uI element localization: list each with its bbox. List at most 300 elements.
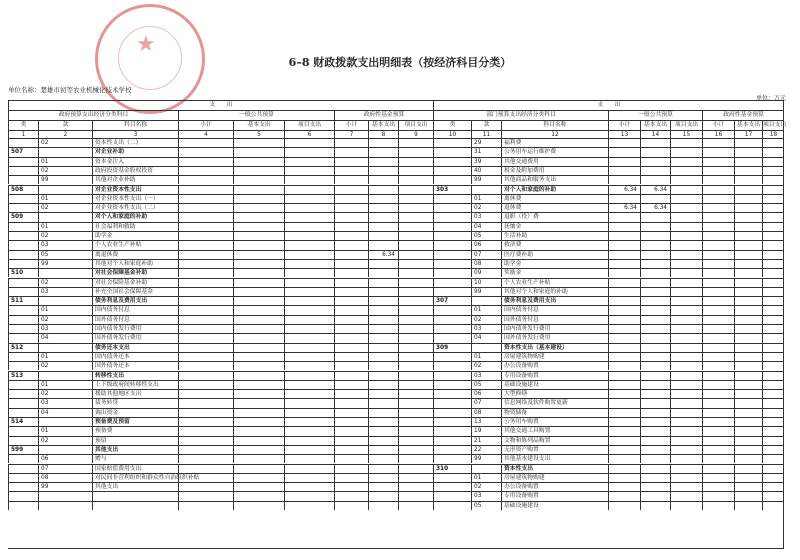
right-cell	[762, 315, 784, 324]
right-cell	[762, 436, 784, 445]
left-cell	[334, 436, 368, 445]
right-cell: 40	[471, 166, 501, 175]
right-cell	[608, 212, 640, 221]
right-cell	[640, 352, 670, 361]
left-cell	[178, 482, 233, 491]
right-cell	[702, 157, 734, 166]
right-cell	[702, 333, 734, 342]
left-cell	[284, 426, 334, 435]
left-cell	[368, 175, 398, 184]
right-cell	[433, 398, 471, 407]
right-cell: 离休费	[501, 194, 608, 203]
left-cell	[368, 491, 398, 500]
right-cell: 个人农业生产补贴	[501, 278, 608, 287]
right-cell	[433, 212, 471, 221]
left-cell	[8, 175, 38, 184]
right-cell: 基础设施建设	[501, 501, 608, 510]
right-cell	[670, 352, 702, 361]
left-cell	[334, 166, 368, 175]
left-cell	[233, 408, 284, 417]
right-cell	[702, 250, 734, 259]
right-cell	[702, 315, 734, 324]
left-cell	[178, 240, 233, 249]
right-cell	[670, 380, 702, 389]
table-row	[8, 287, 784, 296]
right-cell: 国外债务发行费用	[501, 333, 608, 342]
column-number: 10	[433, 130, 471, 138]
right-cell	[670, 166, 702, 175]
table-row	[8, 389, 784, 398]
left-cell	[334, 417, 368, 426]
right-cell	[734, 278, 762, 287]
right-cell	[433, 222, 471, 231]
left-cell: 03	[38, 324, 92, 333]
right-cell	[433, 408, 471, 417]
right-cell: 08	[471, 408, 501, 417]
table-row	[8, 250, 784, 259]
left-cell: 08	[38, 473, 92, 482]
table-row	[8, 501, 784, 510]
right-cell: 其他商品和服务支出	[501, 175, 608, 184]
left-cell	[284, 222, 334, 231]
right-cell: 05	[471, 231, 501, 240]
column-number: 14	[640, 130, 670, 138]
left-subtotal-header: 小计	[334, 120, 368, 130]
column-number: 7	[334, 130, 368, 138]
left-cell: 99	[38, 175, 92, 184]
right-cell: 01	[471, 305, 501, 314]
left-cell	[398, 296, 433, 305]
right-cell	[762, 240, 784, 249]
left-cell	[334, 305, 368, 314]
left-cell	[8, 436, 38, 445]
left-cell	[284, 147, 334, 156]
left-cell	[92, 501, 178, 510]
left-cell	[8, 194, 38, 203]
left-cell	[398, 380, 433, 389]
left-cell: 援助其他地区支出	[92, 389, 178, 398]
right-cell: 05	[471, 501, 501, 510]
left-cell	[233, 426, 284, 435]
left-cell	[368, 361, 398, 370]
right-cell	[433, 473, 471, 482]
right-cell: 04	[471, 333, 501, 342]
left-cell: 512	[8, 343, 38, 352]
right-cell	[471, 343, 501, 352]
right-cell	[608, 324, 640, 333]
left-cell	[368, 315, 398, 324]
table-row	[8, 343, 784, 352]
left-cell	[334, 343, 368, 352]
left-cell	[398, 138, 433, 147]
right-cell: 救济费	[501, 240, 608, 249]
right-cell	[702, 268, 734, 277]
right-cell	[734, 352, 762, 361]
right-cell: 债务利息及费用支出	[501, 296, 608, 305]
right-cell	[640, 305, 670, 314]
left-cell	[284, 501, 334, 510]
right-cell: 物资储备	[501, 408, 608, 417]
left-cell	[178, 157, 233, 166]
right-cell	[433, 315, 471, 324]
right-cell	[734, 426, 762, 435]
right-project-header: 项目支出	[670, 120, 702, 130]
table-row	[8, 166, 784, 175]
left-cell	[368, 138, 398, 147]
left-cell	[368, 482, 398, 491]
right-cell: 对个人和家庭的补助	[501, 185, 608, 194]
right-cell	[762, 371, 784, 380]
left-cell	[233, 473, 284, 482]
left-cell: 02	[38, 389, 92, 398]
left-cell	[233, 352, 284, 361]
left-cell: 国外债务付息	[92, 315, 178, 324]
left-cell	[334, 501, 368, 510]
right-cell	[608, 268, 640, 277]
left-cell: 99	[38, 259, 92, 268]
left-cell	[284, 166, 334, 175]
right-project-header: 项目支出	[763, 122, 787, 128]
right-cell	[670, 398, 702, 407]
header-row-4	[8, 130, 784, 138]
seal-star-icon: ★	[136, 32, 156, 57]
right-cell	[702, 445, 734, 454]
right-cell	[702, 222, 734, 231]
right-cell	[433, 203, 471, 212]
left-cell	[178, 138, 233, 147]
left-cell: 01	[38, 305, 92, 314]
left-cell	[334, 426, 368, 435]
right-cell	[762, 231, 784, 240]
left-cell: 599	[8, 445, 38, 454]
right-cell	[433, 491, 471, 500]
left-cell	[368, 147, 398, 156]
right-cell	[702, 166, 734, 175]
right-cell	[734, 454, 762, 463]
right-cell	[702, 212, 734, 221]
right-cell	[433, 250, 471, 259]
right-cell	[608, 398, 640, 407]
left-cell	[38, 212, 92, 221]
right-cell	[640, 491, 670, 500]
left-cell: 02	[38, 361, 92, 370]
right-cell: 房屋建筑物购建	[501, 352, 608, 361]
left-cell	[38, 185, 92, 194]
left-cell	[398, 464, 433, 473]
right-cell	[608, 408, 640, 417]
left-cell	[8, 426, 38, 435]
right-cell	[608, 166, 640, 175]
left-cell	[368, 222, 398, 231]
left-cell: 社会福利和救助	[92, 222, 178, 231]
left-cell	[368, 352, 398, 361]
table-row	[8, 231, 784, 240]
left-cell	[38, 417, 92, 426]
left-cell	[8, 352, 38, 361]
left-cell	[8, 324, 38, 333]
left-cell	[178, 333, 233, 342]
left-cell	[178, 417, 233, 426]
right-subtotal-header: 小计	[608, 120, 640, 130]
right-cell	[433, 361, 471, 370]
table-row	[8, 408, 784, 417]
left-cell	[284, 352, 334, 361]
left-cell	[8, 398, 38, 407]
left-cell	[334, 212, 368, 221]
right-cell: 其他对个人和家庭的补助	[501, 287, 608, 296]
right-cell	[670, 278, 702, 287]
right-cell	[734, 389, 762, 398]
right-cell: 抚恤金	[501, 222, 608, 231]
right-cell	[762, 287, 784, 296]
left-cell	[398, 473, 433, 482]
left-cell	[284, 138, 334, 147]
right-cell	[702, 203, 734, 212]
left-cell	[284, 473, 334, 482]
right-cell	[608, 426, 640, 435]
left-cell	[398, 408, 433, 417]
right-cell	[734, 185, 762, 194]
right-cell	[702, 426, 734, 435]
header-row-3	[8, 120, 787, 130]
left-cell	[8, 473, 38, 482]
left-cell: 02	[38, 278, 92, 287]
left-cell: 514	[8, 417, 38, 426]
left-cell	[398, 361, 433, 370]
unit-name-label: 单位名称：楚雄市初等农业机械化技术学校	[8, 86, 132, 94]
right-cell	[734, 371, 762, 380]
column-number: 5	[233, 130, 284, 138]
left-cell	[284, 371, 334, 380]
left-cell	[398, 231, 433, 240]
page-title: 6–8 财政拨款支出明细表（按经济科目分类）	[288, 56, 512, 69]
right-cell	[702, 408, 734, 417]
table-row	[8, 240, 784, 249]
left-cell	[398, 259, 433, 268]
right-cell	[640, 175, 670, 184]
left-cell	[178, 175, 233, 184]
left-subtotal-header: 小计	[178, 120, 233, 130]
left-cell	[368, 501, 398, 510]
right-cell	[762, 445, 784, 454]
right-cell	[433, 175, 471, 184]
right-cell	[640, 408, 670, 417]
left-cell	[398, 175, 433, 184]
left-cell	[233, 454, 284, 463]
left-cell	[398, 324, 433, 333]
left-cell: 调出资金	[92, 408, 178, 417]
left-cell	[334, 454, 368, 463]
right-cell	[640, 296, 670, 305]
table-row	[8, 482, 784, 491]
left-cell	[38, 491, 92, 500]
table-row	[8, 454, 784, 463]
left-cell	[38, 501, 92, 510]
column-number: 1	[8, 130, 38, 138]
table-row	[8, 464, 784, 473]
left-cell	[8, 166, 38, 175]
left-cell	[368, 305, 398, 314]
right-cell	[608, 501, 640, 510]
left-cell	[178, 147, 233, 156]
right-cell	[670, 343, 702, 352]
right-cell	[734, 473, 762, 482]
left-cell: 02	[38, 166, 92, 175]
right-cell: 03	[471, 324, 501, 333]
right-cell	[670, 305, 702, 314]
right-cell	[734, 417, 762, 426]
left-cell: 511	[8, 296, 38, 305]
right-cell	[640, 147, 670, 156]
right-cell	[702, 361, 734, 370]
left-cell	[233, 398, 284, 407]
right-cell: 06	[471, 389, 501, 398]
left-cell	[398, 426, 433, 435]
right-fund-budget-header: 政府性基金预算	[702, 110, 784, 120]
table-row	[8, 185, 784, 194]
right-cell	[433, 454, 471, 463]
table-row	[8, 352, 784, 361]
left-project-header: 项目支出	[284, 120, 334, 130]
right-cell	[640, 398, 670, 407]
right-cell: 公务用车购置	[501, 417, 608, 426]
left-cell	[398, 222, 433, 231]
left-cell	[178, 389, 233, 398]
table-row	[8, 315, 784, 324]
left-cell	[178, 464, 233, 473]
left-cell	[334, 315, 368, 324]
left-cell: 对企业补助	[92, 147, 178, 156]
right-cell	[762, 305, 784, 314]
left-cell: 04	[38, 408, 92, 417]
table-row	[8, 436, 784, 445]
left-cell: 补充全国社会保障基金	[92, 287, 178, 296]
right-cell	[640, 287, 670, 296]
left-cell	[284, 445, 334, 454]
right-cell	[608, 138, 640, 147]
left-cell	[233, 138, 284, 147]
right-cell	[670, 371, 702, 380]
right-cell	[670, 222, 702, 231]
right-cell: 国内债务发行费用	[501, 324, 608, 333]
right-cell	[762, 482, 784, 491]
table-row	[8, 371, 784, 380]
table-row	[8, 175, 784, 184]
right-cell: 99	[471, 175, 501, 184]
left-cell	[334, 491, 368, 500]
right-cell	[608, 361, 640, 370]
left-cell	[233, 268, 284, 277]
left-cell: 02	[38, 231, 92, 240]
right-cell	[670, 408, 702, 417]
right-cell	[608, 315, 640, 324]
right-cell	[734, 268, 762, 277]
left-cell	[8, 361, 38, 370]
left-cell	[398, 166, 433, 175]
right-cell	[702, 240, 734, 249]
left-cell	[398, 417, 433, 426]
left-cell	[233, 491, 284, 500]
left-cell	[178, 454, 233, 463]
right-cell	[608, 240, 640, 249]
right-cell: 04	[471, 222, 501, 231]
right-cell	[734, 436, 762, 445]
left-cell: 助学金	[92, 231, 178, 240]
left-cell	[398, 436, 433, 445]
left-cell	[368, 194, 398, 203]
left-cell	[38, 343, 92, 352]
left-cell: 资本性支出（二）	[92, 138, 178, 147]
right-cell	[702, 398, 734, 407]
table-row	[8, 398, 784, 407]
left-cell: 513	[8, 371, 38, 380]
right-cell: 309	[433, 343, 471, 352]
right-cell	[762, 491, 784, 500]
right-expenditure-group-header: 支 出	[433, 100, 784, 110]
table-row	[8, 380, 784, 389]
left-cell	[178, 194, 233, 203]
table-row	[8, 212, 784, 221]
left-cell	[8, 231, 38, 240]
right-cell	[762, 389, 784, 398]
left-cell: 其他支出	[92, 482, 178, 491]
right-basic-header: 基本支出	[640, 120, 670, 130]
right-cell	[670, 324, 702, 333]
left-cell	[368, 426, 398, 435]
left-cell	[334, 324, 368, 333]
left-cell	[233, 445, 284, 454]
right-cell	[433, 240, 471, 249]
left-cell	[284, 231, 334, 240]
right-lei-header: 类	[433, 120, 471, 130]
left-cell	[334, 175, 368, 184]
right-cell	[734, 194, 762, 203]
right-cell	[734, 231, 762, 240]
left-cell: 国家赔偿费用支出	[92, 464, 178, 473]
left-cell	[334, 464, 368, 473]
right-cell	[734, 501, 762, 510]
right-cell: 05	[471, 380, 501, 389]
right-cell	[734, 147, 762, 156]
left-cell	[368, 157, 398, 166]
column-number: 8	[368, 130, 398, 138]
left-cell	[38, 445, 92, 454]
left-cell: 债务利息及费用支出	[92, 296, 178, 305]
left-cell	[178, 501, 233, 510]
right-cell: 专用设备购置	[501, 491, 608, 500]
left-cell	[284, 436, 334, 445]
right-cell	[670, 194, 702, 203]
left-cell: 国内债务发行费用	[92, 324, 178, 333]
right-cell: 03	[471, 491, 501, 500]
table-row	[8, 157, 784, 166]
right-cell	[640, 222, 670, 231]
right-cell	[608, 445, 640, 454]
left-cell: 债务转贷	[92, 398, 178, 407]
right-cell	[608, 222, 640, 231]
left-fund-budget-header: 政府性基金预算	[334, 110, 433, 120]
expenditure-table	[8, 100, 787, 549]
right-cell	[762, 454, 784, 463]
left-cell	[368, 473, 398, 482]
left-cell	[334, 473, 368, 482]
right-cell	[608, 491, 640, 500]
right-cell: 07	[471, 250, 501, 259]
left-cell: 其他对企业补助	[92, 175, 178, 184]
left-cell	[233, 259, 284, 268]
right-cell	[762, 147, 784, 156]
right-cell	[670, 482, 702, 491]
